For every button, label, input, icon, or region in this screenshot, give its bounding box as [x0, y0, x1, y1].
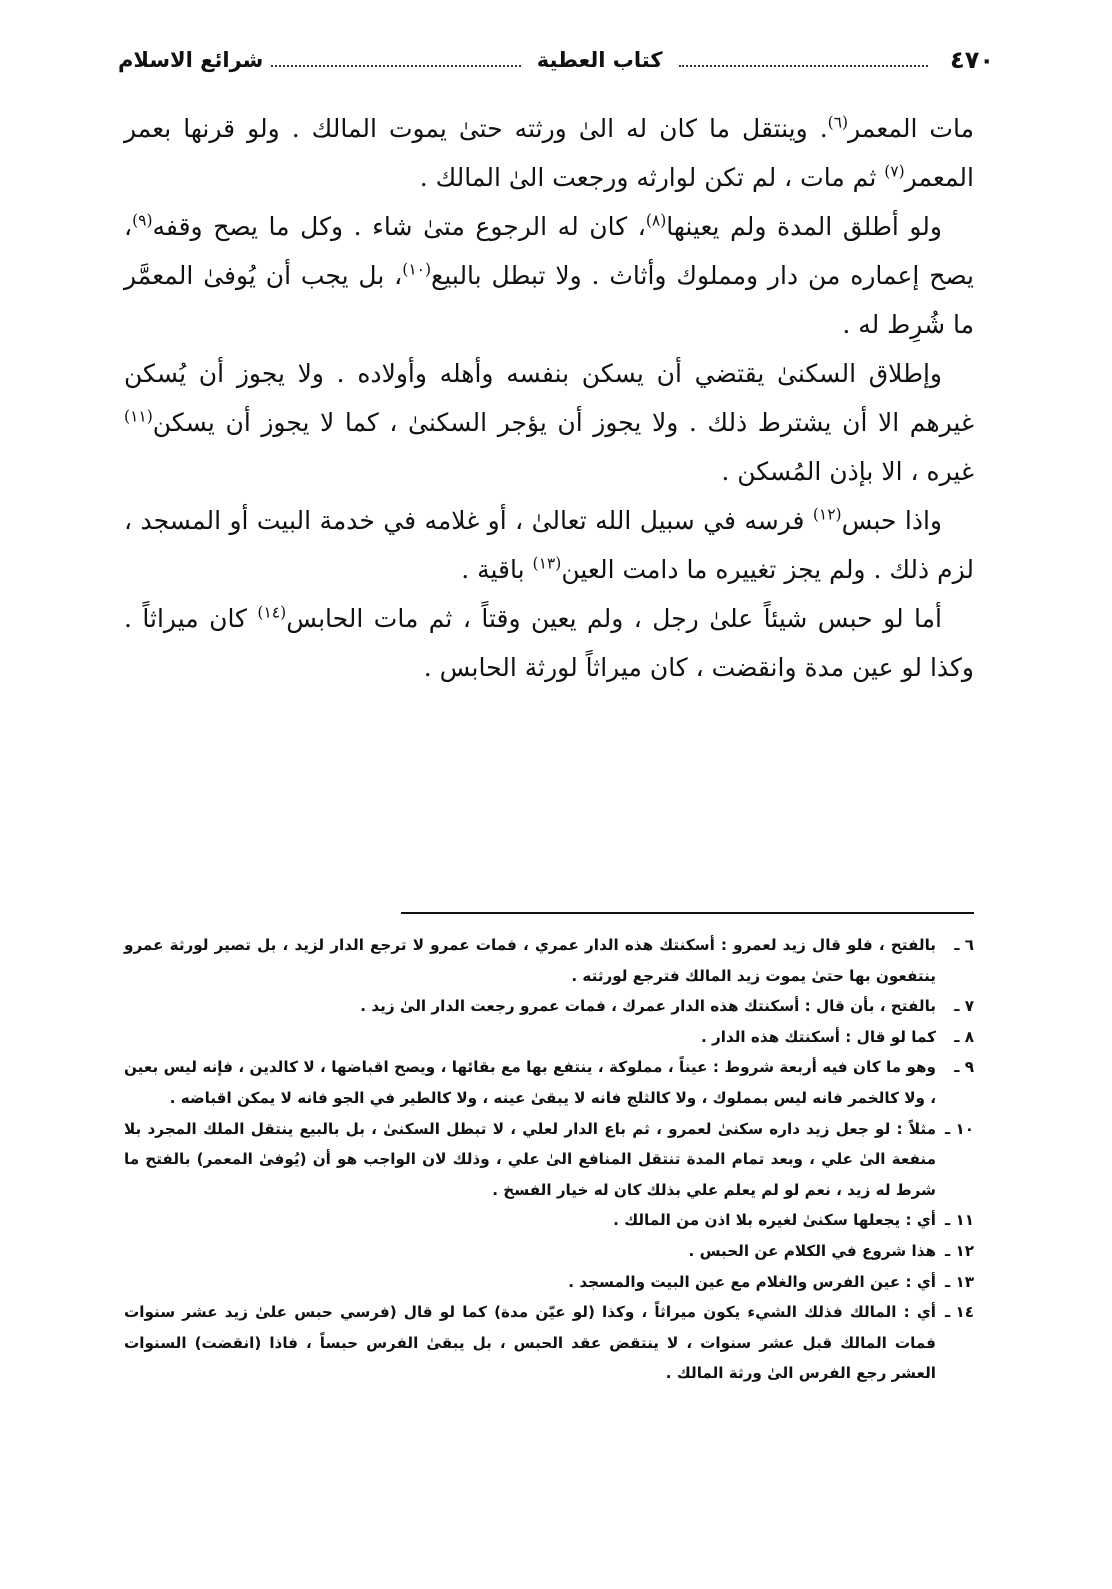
paragraph-text: . وينتقل ما كان له الىٰ ورثته حتىٰ يموت المالك . ولو قرنها بعمر المعمر [124, 114, 974, 192]
paragraph [124, 349, 974, 496]
footnote-marker: (٨) [645, 211, 667, 230]
paragraph-text: غيره ، الا بإذن المُسكن . [721, 457, 974, 486]
footnote [124, 1205, 974, 1236]
footnote [124, 1236, 974, 1267]
footnote-marker: (١١) [124, 407, 153, 426]
paragraph-text: وإطلاق السكنىٰ يقتضي أن يسكن بنفسه وأهله وأولاده . ولا يجوز أن يُسكن غيرهم الا أن يشترط ذلك . ولا يجوز أن يؤجر السكنىٰ ، كما لا يجوز أن يسكن [124, 359, 974, 437]
footnote-number: ١٠ ـ [944, 1119, 974, 1138]
footnote-marker: (١٣) [532, 554, 562, 573]
paragraph-text: واذا حبس [841, 506, 942, 535]
footnote-number: ٦ ـ [954, 936, 974, 954]
page-number: ٤٧٠ [950, 46, 994, 74]
footnote-number: ٧ ـ [954, 997, 974, 1016]
footnote-text: بالفتح ، بأن قال : أسكنتك هذه الدار عمرك ، فمات عمرو رجعت الدار الىٰ زيد . [360, 997, 936, 1016]
footnote-number: ١٣ ـ [944, 1272, 974, 1291]
footnote-text: بالفتح ، فلو قال زيد لعمرو : أسكنتك هذه الدار عمري ، فمات عمرو لا ترجع الدار لزيد ، بل تصير لورثة عمرو ينتفعون بها حتىٰ يموت زيد المالك فترجع لورثته . [124, 936, 936, 985]
footnote [124, 1114, 974, 1206]
footnote-text: أي : المالك فذلك الشيء يكون ميراثاً ، وكذا (لو عيّن مدة) كما لو قال (فرسي حبس علىٰ زيد عشر سنوات فمات المالك قبل عشر سنوات ، لا ينتقض عقد الحبس ، بل يبقىٰ الفرس حبساً ، فاذا (انقضت) السنوات العشر رجع الفرس الىٰ ورثة المالك . [124, 1303, 936, 1383]
footnote-marker: (٧) [884, 162, 905, 181]
paragraph-text: ثم مات ، لم تكن لوارثه ورجعت الىٰ المالك . [419, 163, 885, 192]
paragraph [124, 202, 974, 349]
footnote-text: هذا شروع في الكلام عن الحبس . [688, 1241, 936, 1260]
paragraph-text: مات المعمر [848, 114, 974, 143]
footnote [124, 930, 974, 991]
footnote-marker: (٩) [132, 211, 153, 230]
paragraph-text: ، يصح إعماره من دار ومملوك وأثاث . ولا تبطل بالبيع [124, 212, 974, 290]
paragraph-text: فرسه في سبيل الله تعالىٰ ، أو غلامه في خدمة البيت أو المسجد ، لزم ذلك . ولم يجز تغييره ما دامت العين [124, 506, 974, 584]
footnote-separator [401, 912, 974, 914]
footnote-marker: (١٠) [402, 260, 432, 279]
footnote [124, 1052, 974, 1113]
footnote [124, 1267, 974, 1298]
footnote-marker: (٦) [827, 113, 849, 132]
footnote-number: ٨ ـ [954, 1027, 974, 1046]
header-leader-dots [271, 64, 520, 67]
footnote-text: وهو ما كان فيه أربعة شروط : عيناً ، مملوكة ، ينتفع بها مع بقائها ، ويصح اقباضها ، لا كالدين ، فإنه ليس بعين ، ولا كالخمر فانه ليس بمملوك ، ولا كالثلج فانه لا يبقىٰ عينه ، ولا كالطير في الجو فانه لا يمكن اقباضه . [124, 1058, 936, 1107]
book-title: شرائع الاسلام [118, 48, 264, 72]
footnote-number: ١١ ـ [944, 1211, 974, 1230]
footnote [124, 991, 974, 1022]
footnote-text: أي : عين الفرس والغلام مع عين البيت والمسجد . [568, 1272, 936, 1291]
paragraph-text: باقية . [461, 555, 533, 584]
footnote-text: مثلاً : لو جعل زيد داره سكنىٰ لعمرو ، ثم باع الدار لعلي ، لا تبطل السكنىٰ ، بل بالبيع ينتقل الملك المجرد بلا منفعة الىٰ علي ، وبعد تمام المدة تنتقل المنافع الىٰ علي ، وذلك لان الواجب هو أن (يُوفىٰ المعمر) بالفتح ما شرط له زيد ، نعم لو لم يعلم علي بذلك كان له خيار الفسخ . [124, 1119, 936, 1199]
footnote-marker: (١٢) [812, 505, 842, 524]
footnotes [124, 930, 974, 1389]
paragraph [124, 594, 974, 692]
main-text [124, 104, 974, 692]
paragraph-text: ولو أطلق المدة ولم يعينها [666, 212, 942, 241]
footnote-number: ١٤ ـ [944, 1303, 974, 1322]
footnote-text: كما لو قال : أسكنتك هذه الدار . [700, 1027, 936, 1046]
paragraph [124, 496, 974, 594]
footnote [124, 1297, 974, 1389]
header-leader-dots [679, 64, 928, 67]
paragraph-text: ، كان له الرجوع متىٰ شاء . وكل ما يصح وقفه [152, 212, 646, 241]
page-header [118, 40, 994, 80]
paragraph-text: ، بل يجب أن يُوفىٰ المعمَّر ما شُرِط له . [124, 261, 974, 339]
paragraph-text: أما لو حبس شيئاً علىٰ رجل ، ولم يعين وقتاً ، ثم مات الحابس [286, 604, 943, 633]
chapter-title: كتاب العطية [536, 48, 663, 72]
paragraph [124, 104, 974, 202]
footnote-number: ٩ ـ [954, 1058, 974, 1077]
footnote [124, 1022, 974, 1053]
footnote-marker: (١٤) [257, 603, 287, 622]
footnote-number: ١٢ ـ [944, 1241, 974, 1260]
footnote-text: أي : يجعلها سكنىٰ لغيره بلا اذن من المالك . [613, 1211, 936, 1230]
paragraph-text: كان ميراثاً . وكذا لو عين مدة وانقضت ، كان ميراثاً لورثة الحابس . [124, 604, 974, 682]
